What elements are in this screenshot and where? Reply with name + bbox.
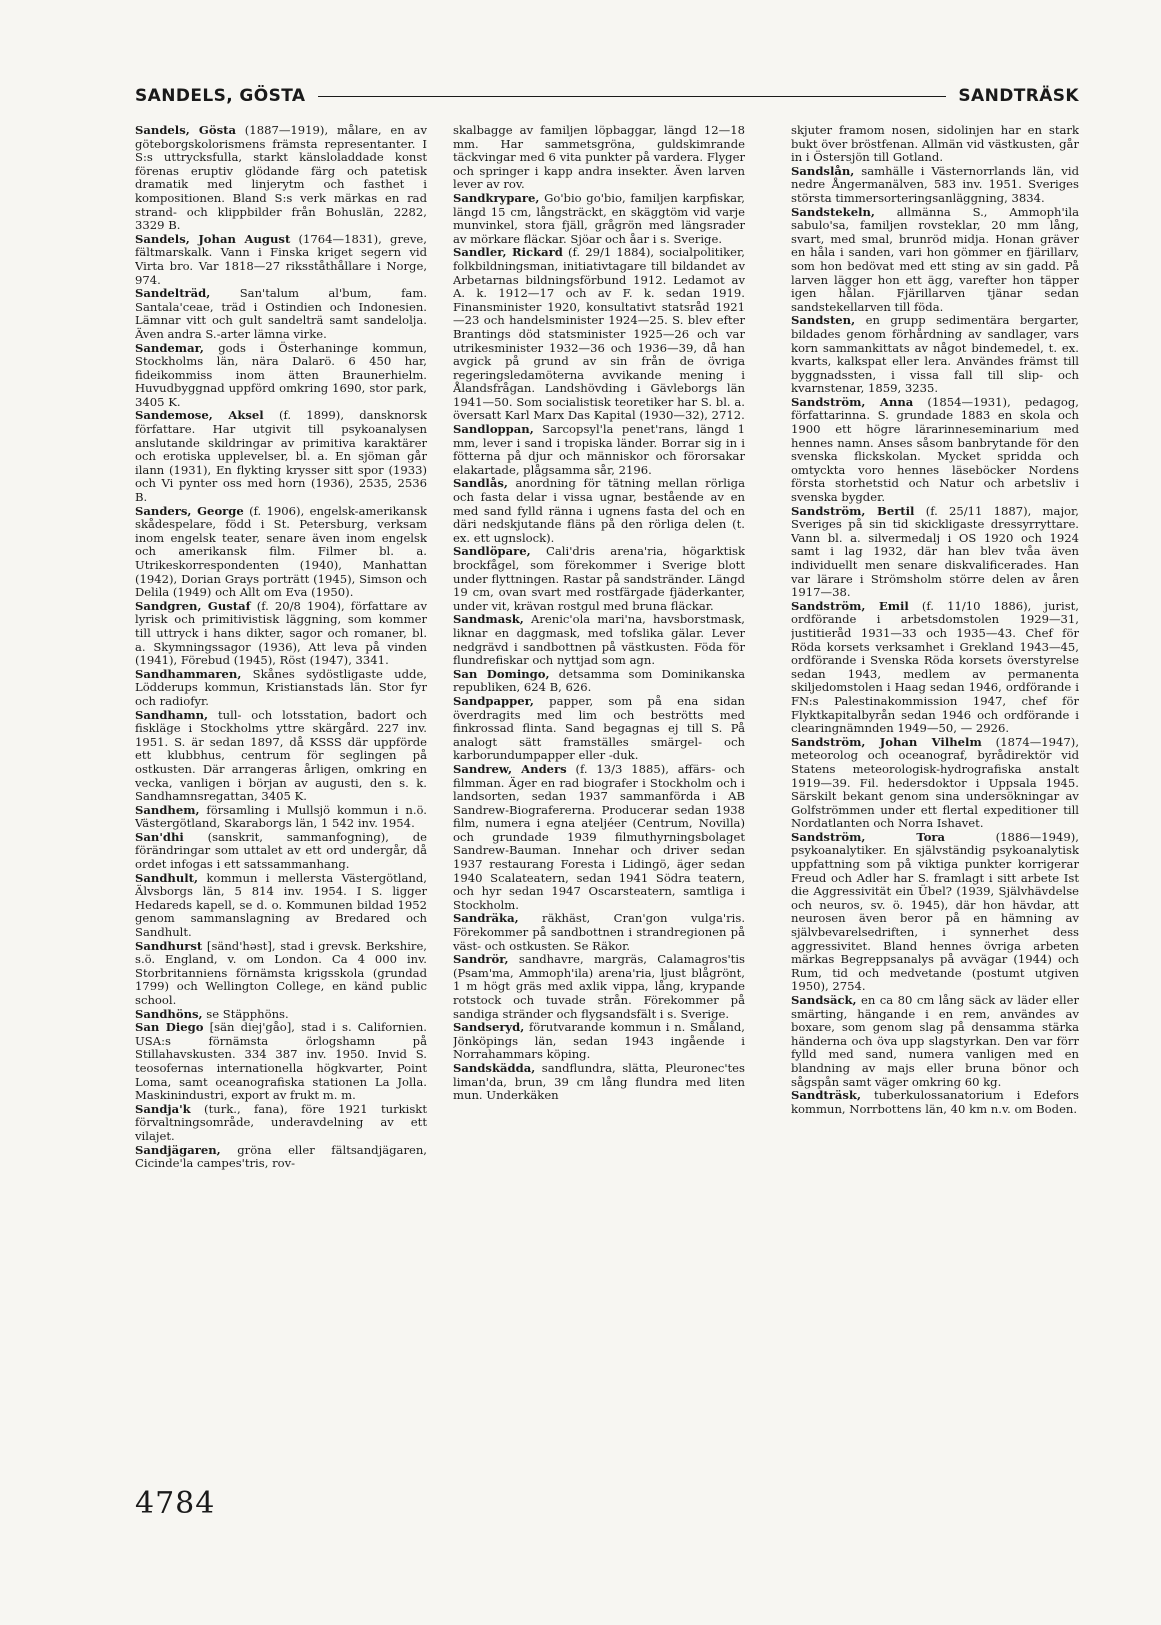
entry-text: kommun i mellersta Västergötland, Älvsborgs län, 5 814 inv. 1954. I S. ligger Hedareds kapell, se d. o. Kommunen bildad 1952 genom sammanslagning av Bredared och Sandhult. bbox=[135, 870, 427, 940]
entry-text: anordning för tätning mellan rörliga och fasta delar i vissa ugnar, bestående av en med sand fylld ränna i ugnens fasta del och en däri nedskjutande fläns på den rörliga delen (t. ex. ett ugnslock). bbox=[453, 476, 745, 545]
column-1 bbox=[135, 124, 427, 1464]
entry-text: papper, som på ena sidan överdragits med lim och beströtts med finkrossad flinta. Sand begagnas ej till S. På analogt sätt framställes smärgel- och karborundumpapper eller -duk. bbox=[453, 693, 745, 763]
entry-text: (f. 20/8 1904), författare av lyrisk och primitivistisk läggning, som kommer till uttryck i hans dikter, sagor och romaner, bl. a. Skymningssagor (1936), Att leva på vinden (1941), Förebud (1945), Röst (1947), 3341. bbox=[135, 598, 427, 668]
entry-text: (1887—1919), målare, en av göteborgskolorismens främsta representanter. I S:s uttrycksfulla, starkt känsloladdade konst förenas eruptiv glödande färg och patetisk dramatik med linjerytm och fasthet i kompositionen. Bland S:s verk märkas en rad strand- och klippbilder från Bohuslän, 2282, 3329 B. bbox=[135, 124, 427, 233]
entry-text: gröna eller fältsandjägaren, Cicinde'la campes'tris, rov- bbox=[135, 1142, 427, 1171]
entry-headword: Sandhöns, bbox=[135, 1006, 203, 1021]
entry-headword: Sandström, Tora bbox=[791, 829, 946, 844]
encyclopedia-entry bbox=[135, 233, 427, 287]
encyclopedia-entry bbox=[453, 613, 745, 667]
entry-text: (f. 11/10 1886), jurist, ordförande i arbetsdomstolen 1929—31, justitieråd 1931—33 och 1935—43. Chef för Röda korsets verksamhet i Grekland 1943—45, ordförande i Svenska Röda korsets överstyrelse sedan 1943, medlem av permanenta skiljedomstolen i Haag sedan 1946, ordförande i FN:s Palestinakommission 1947, chef för Flyktkapitalbyrån sedan 1946 och ordförande i clearingnämnden 1949—50, — 2926. bbox=[791, 598, 1079, 736]
entry-headword: Sandpapper, bbox=[453, 693, 534, 708]
encyclopedia-entry bbox=[135, 505, 427, 600]
entry-text: Go'bio go'bio, familjen karpfiskar, längd 15 cm, långsträckt, en skäggtöm vid varje munvinkel, stora fjäll, grågrön med längsrader av mörkare fläckar. Sjöar och åar i s. Sverige. bbox=[453, 190, 745, 246]
encyclopedia-entry bbox=[791, 165, 1079, 206]
entry-headword: Sandström, Anna bbox=[791, 394, 914, 409]
entry-text: Skånes sydöstligaste udde, Lödderups kommun, Kristianstads län. Stor fyr och radiofyr. bbox=[135, 666, 427, 708]
entry-headword: Sandemar, bbox=[135, 340, 204, 355]
entry-headword: Sandlås, bbox=[453, 476, 508, 491]
entry-text: (f. 1899), dansknorsk författare. Har utgivit till psykoanalysen anslutande skildringar av primitiva karaktärer och erotiska upplevelser, bl. a. En sjöman går ilann (1931), En flykting krysser sitt spor (1933) och Vi pynter oss med horn (1936), 2535, 2536 B. bbox=[135, 408, 427, 505]
encyclopedia-entry bbox=[135, 831, 427, 872]
entry-headword: San Domingo, bbox=[453, 666, 550, 681]
entry-headword: Sandrew, Anders bbox=[453, 761, 567, 776]
entry-text: [sän diej'gåo], stad i s. Californien. USA:s förnämsta örlogshamn på Stillahavskusten. 334 387 inv. 1950. Invid S. teosofernas internationella högkvarter, Point Loma, samt oceanografiska stationen La Jolla. Maskinindustri, export av frukt m. m. bbox=[135, 1020, 427, 1103]
encyclopedia-entry bbox=[791, 1089, 1079, 1116]
entry-text: skalbagge av familjen löpbaggar, längd 12—18 mm. Har sammetsgröna, guldskimrande täckvingar med 6 vita punkter på vardera. Flyger och springer i kapp andra insekter. Även larven lever av rov. bbox=[453, 124, 745, 192]
entry-text: Cali'dris arena'ria, högarktisk brockfågel, som förekommer i Sverige blott under flyttningen. Rastar på sandstränder. Längd 19 cm, ovan svart med rostfärgade fjäderkanter, under vit, krävan rostgul med bruna fläckar. bbox=[453, 544, 745, 613]
entry-headword: Sandgren, Gustaf bbox=[135, 598, 251, 613]
entry-headword: Sandhult, bbox=[135, 870, 199, 885]
encyclopedia-entry bbox=[453, 246, 745, 423]
header-left-headword: SANDELS, GÖSTA bbox=[135, 86, 306, 106]
entry-headword: Sandrör, bbox=[453, 952, 509, 967]
column-2 bbox=[453, 124, 745, 1464]
encyclopedia-entry bbox=[791, 505, 1079, 600]
encyclopedia-entry bbox=[135, 709, 427, 804]
header-rule bbox=[318, 96, 947, 97]
entry-headword: Sandhamn, bbox=[135, 707, 209, 722]
entry-text: (sanskrit, sammanfogning), de förändringar som uttalet av ett ord undergår, då ordet infogas i ett satssammanhang. bbox=[135, 829, 427, 872]
entry-headword: Sandräka, bbox=[453, 911, 519, 926]
entry-headword: Sandslån, bbox=[791, 163, 855, 178]
encyclopedia-entry bbox=[791, 831, 1079, 994]
encyclopedia-entry bbox=[135, 1144, 427, 1171]
entry-text: (1854—1931), pedagog, författarinna. S. grundade 1883 en skola och 1900 ett högre lärarinneseminarium med hennes namn. Anses såsom banbrytande för den svenska flickskolan. Mycket spridda och omtyckta voro hennes läseböcker Nordens första storhetstid och Natur och arbetsliv i svenska bygder. bbox=[791, 394, 1079, 505]
entry-text: sandhavre, margräs, Calamagros'tis (Psam'ma, Ammoph'ila) arena'ria, ljust blågrönt, 1 m högt gräs med axlik vippa, lång, krypande rotstock och tuvade strån. Förekommer på sandiga stränder och flygsandsfält i s. Sverige. bbox=[453, 952, 745, 1021]
entry-headword: Sandskädda, bbox=[453, 1060, 536, 1075]
entry-headword: Sandhem, bbox=[135, 802, 200, 817]
encyclopedia-entry bbox=[453, 1062, 745, 1103]
encyclopedia-entry bbox=[453, 124, 745, 192]
encyclopedia-entry bbox=[791, 396, 1079, 505]
entry-text: (f. 13/3 1885), affärs- och filmman. Äger en rad biografer i Stockholm och i landsorten, sedan 1937 sammanförda i AB Sandrew-Biografererna. Producerar sedan 1938 film, numera i egna ateljéer (Centrum, Novilla) och grundade 1939 filmuthyrningsbolaget Sandrew-Bauman. Innehar och driver sedan 1937 restaurang Foresta i Lidingö, äger sedan 1940 Scalateatern, sedan 1941 Södra teatern, och hyr sedan 1947 Oscarsteatern, samtliga i Stockholm. bbox=[453, 761, 745, 912]
entry-headword: San Diego bbox=[135, 1020, 204, 1035]
encyclopedia-entry bbox=[135, 940, 427, 1008]
entry-headword: Sandemose, Aksel bbox=[135, 408, 264, 423]
entry-headword: Sandström, Emil bbox=[791, 598, 909, 613]
entry-headword: Sandels, Gösta bbox=[135, 124, 236, 137]
encyclopedia-entry bbox=[135, 287, 427, 341]
encyclopedia-entry bbox=[453, 695, 745, 763]
entry-text: (1874—1947), meteorolog och oceanograf, byrådirektör vid Statens meteorologisk-hydrografiska anstalt 1919—39. Fil. hedersdoktor i Uppsala 1945. Särskilt bekant genom sina undersökningar av Golfströmmen under ett flertal expeditioner till Nordatlanten och Norra Ishavet. bbox=[791, 734, 1079, 831]
encyclopedia-entry bbox=[135, 1103, 427, 1144]
entry-text: allmänna S., Ammoph'ila sabulo'sa, familjen rovsteklar, 20 mm lång, svart, med smal, brunröd midja. Honan gräver en håla i sanden, vari hon gömmer en fjärillarv, som hon bedövat med ett sting av sin gadd. På larven lägger hon ett ägg, varefter hon täpper igen hålan. Fjärillarven tjänar sedan sandstekellarven till föda. bbox=[791, 204, 1079, 314]
entry-text: se Stäpphöns. bbox=[202, 1006, 289, 1021]
entry-text: sandflundra, slätta, Pleuronec'tes liman'da, brun, 39 cm lång flundra med liten mun. Underkäken bbox=[453, 1060, 745, 1103]
encyclopedia-entry bbox=[791, 124, 1079, 165]
encyclopedia-entry bbox=[453, 912, 745, 953]
encyclopedia-entry bbox=[791, 206, 1079, 315]
entry-text: (turk., fana), före 1921 turkiskt förvaltningsområde, underavdelning av ett vilajet. bbox=[135, 1101, 427, 1143]
encyclopedia-entry bbox=[453, 1021, 745, 1062]
encyclopedia-entry bbox=[135, 668, 427, 709]
entry-text: en grupp sedimentära bergarter, bildades genom förhårdning av sandlager, vars korn sammankittats av något bindemedel, t. ex. kvarts, kalkspat eller lera. Användes främst till byggnadssten, i vissa fall till slip- och kvarnstenar, 1859, 3235. bbox=[791, 313, 1079, 396]
entry-headword: Sandlöpare, bbox=[453, 544, 531, 559]
entry-text: samhälle i Västernorrlands län, vid nedre Ångermanälven, 583 inv. 1951. Sveriges största timmersorteringsanläggning, 3834. bbox=[791, 163, 1079, 205]
entry-text: Sarcopsyl'la penet'rans, längd 1 mm, lever i sand i tropiska länder. Borrar sig in i fötterna på djur och människor och förorsakar elakartade, plågsamma sår, 2196. bbox=[453, 422, 745, 477]
entry-headword: Sandhurst bbox=[135, 938, 203, 953]
entry-text: (1886—1949), psykoanalytiker. En självständig psykoanalytisk uppfattning som på viktiga punkter korrigerar Freud och Adler har S. framlagt i sitt arbete Ist die Aggressivität ein Übel? (1939, Självhävdelse och neuros, sv. ö. 1945), där hon hävdar, att neurosen även beror på en hämning av självbevarelsedriften, i synnerhet dess aggressivitet. Bland hennes övriga arbeten märkas Begreppsanalys på avvägar (1944) och Rum, tid och medvetande (postumt utgiven 1950), 2754. bbox=[791, 829, 1079, 994]
entry-headword: Sandsten, bbox=[791, 313, 856, 328]
entry-headword: Sandström, Bertil bbox=[791, 503, 915, 518]
running-header bbox=[135, 84, 1079, 108]
page-number: 4784 bbox=[135, 1486, 216, 1521]
entry-headword: Sandjägaren, bbox=[135, 1142, 221, 1157]
encyclopedia-entry bbox=[135, 1021, 427, 1103]
entry-headword: Sandler, Rickard bbox=[453, 245, 563, 260]
encyclopedia-entry bbox=[791, 736, 1079, 831]
entry-headword: Sandja'k bbox=[135, 1101, 191, 1116]
entry-headword: Sandström, Johan Vilhelm bbox=[791, 734, 982, 749]
entry-headword: Sandstekeln, bbox=[791, 204, 875, 219]
encyclopedia-entry bbox=[135, 409, 427, 504]
header-right-headword: SANDTRÄSK bbox=[958, 86, 1079, 106]
entry-headword: Sandmask, bbox=[453, 612, 524, 627]
encyclopedia-entry bbox=[135, 600, 427, 668]
entry-text: (f. 29/1 1884), socialpolitiker, folkbildningsman, initiativtagare till bildandet av Arbetarnas bildningsförbund 1912. Ledamot av A. k. 1912—17 och av F. k. sedan 1919. Finansminister 1920, konsultativt statsråd 1921—23 och handelsminister 1924—25. S. blev efter Brantings död statsminister 1925—26 och var utrikesminister 1932—36 och 1936—39, då han avgick på grund av sin från de övriga regeringsledamöterna avvikande mening i Ålandsfrågan. Landshövding i Gävleborgs län 1941—50. Som socialistisk teoretiker har S. bl. a. översatt Karl Marx Das Kapital (1930—32), 2712. bbox=[453, 245, 745, 423]
encyclopedia-entry bbox=[453, 192, 745, 246]
encyclopedia-entry bbox=[791, 314, 1079, 396]
encyclopedia-entry bbox=[135, 342, 427, 410]
encyclopedia-entry bbox=[135, 1008, 427, 1022]
entry-text: en ca 80 cm lång säck av läder eller smärting, hängande i en rem, användes av boxare, som genom slag på densamma stärka händerna och öva upp slagstyrkan. Den var förr fylld med sand, numera vanligen med en blandning av majs eller bruna bönor och sågspån samt väger omkring 60 kg. bbox=[791, 993, 1079, 1089]
entry-headword: Sandelträd, bbox=[135, 286, 211, 301]
encyclopedia-entry bbox=[453, 545, 745, 613]
entry-text: gods i Österhaninge kommun, Stockholms län, nära Dalarö. 6 450 har, fideikommiss inom ätten Braunerhielm. Huvudbyggnad uppförd omkring 1690, stor park, 3405 K. bbox=[135, 340, 427, 409]
encyclopedia-entry bbox=[135, 804, 427, 831]
entry-text: förutvarande kommun i n. Småland, Jönköpings län, sedan 1943 ingående i Norrahammars köping. bbox=[453, 1020, 745, 1062]
entry-text: (f. 1906), engelsk-amerikansk skådespelare, född i St. Petersburg, verksam inom engelsk teater, senare även inom engelsk och amerikansk film. Filmer bl. a. Utrikeskorrespondenten (1940), Manhattan (1942), Dorian Grays porträtt (1945), Simson och Delila (1949) och Allt om Eva (1950). bbox=[135, 503, 427, 600]
entry-headword: Sandsäck, bbox=[791, 993, 857, 1007]
encyclopedia-entry bbox=[453, 763, 745, 913]
entry-headword: Sanders, George bbox=[135, 503, 244, 518]
entry-headword: San'dhi bbox=[135, 829, 184, 844]
entry-text: (f. 25/11 1887), major, Sveriges på sin tid skickligaste dressyrryttare. Vann bl. a. silvermedalj i OS 1920 och 1924 samt i lag 1932, där han blev tvåa även individuellt men senare diskvalificerades. Han var lärare i Strömsholm större delen av åren 1917—38. bbox=[791, 503, 1079, 600]
encyclopedia-entry bbox=[791, 994, 1079, 1089]
entry-text: skjuter framom nosen, sidolinjen har en stark bukt över bröstfenan. Allmän vid västkusten, går in i Östersjön till Gotland. bbox=[791, 124, 1079, 165]
encyclopedia-entry bbox=[453, 668, 745, 695]
encyclopedia-entry bbox=[791, 600, 1079, 736]
entry-headword: Sandträsk, bbox=[791, 1088, 861, 1103]
entry-text: [sänd'həst], stad i grevsk. Berkshire, s.ö. England, v. om London. Ca 4 000 inv. Storbritanniens förnämsta krigsskola (grundad 1799) och Wellington College, en känd public school. bbox=[135, 938, 427, 1007]
encyclopedia-entry bbox=[135, 872, 427, 940]
entry-text: räkhäst, Cran'gon vulga'ris. Förekommer på sandbottnen i strandregionen på väst- och ostkusten. Se Räkor. bbox=[453, 911, 745, 953]
entry-headword: Sandels, Johan August bbox=[135, 231, 291, 246]
entry-text: tuberkulossanatorium i Edefors kommun, Norrbottens län, 40 km n.v. om Boden. bbox=[791, 1088, 1079, 1116]
encyclopedia-entry bbox=[135, 124, 427, 233]
encyclopedia-entry bbox=[453, 953, 745, 1021]
encyclopedia-entry bbox=[453, 477, 745, 545]
entry-text: detsamma som Dominikanska republiken, 624 B, 626. bbox=[453, 666, 745, 695]
entry-headword: Sandseryd, bbox=[453, 1020, 525, 1035]
entry-text: församling i Mullsjö kommun i n.ö. Västergötland, Skaraborgs län, 1 542 inv. 1954. bbox=[135, 802, 427, 831]
entry-headword: Sandhammaren, bbox=[135, 666, 242, 681]
column-3 bbox=[791, 124, 1079, 1464]
entry-text: tull- och lotsstation, badort och fiskläge i Stockholms yttre skärgård. 227 inv. 1951. S. är sedan 1897, då KSSS där uppförde ett klubbhus, centrum för seglingen på ostkusten. Där arrangeras årligen, omkring en vecka, vanligen i början av augusti, den s. k. Sandhamnsregattan, 3405 K. bbox=[135, 707, 427, 804]
entry-text: Arenic'ola mari'na, havsborstmask, liknar en daggmask, med tofslika gälar. Lever nedgrävd i sandbottnen på västkusten. Föda för flundrefiskar och nyttjad som agn. bbox=[453, 612, 745, 668]
entry-headword: Sandloppan, bbox=[453, 422, 534, 437]
entry-text: (1764—1831), greve, fältmarskalk. Vann i Finska kriget segern vid Virta bro. Var 1818—27 riksståthållare i Norge, 974. bbox=[135, 231, 427, 287]
encyclopedia-entry bbox=[453, 423, 745, 477]
entry-headword: Sandkrypare, bbox=[453, 190, 540, 205]
entry-text: San'talum al'bum, fam. Santala'ceae, träd i Ostindien och Indonesien. Lämnar vitt och gult sandelträ samt sandelolja. Även andra S.-arter lämna virke. bbox=[135, 286, 427, 341]
